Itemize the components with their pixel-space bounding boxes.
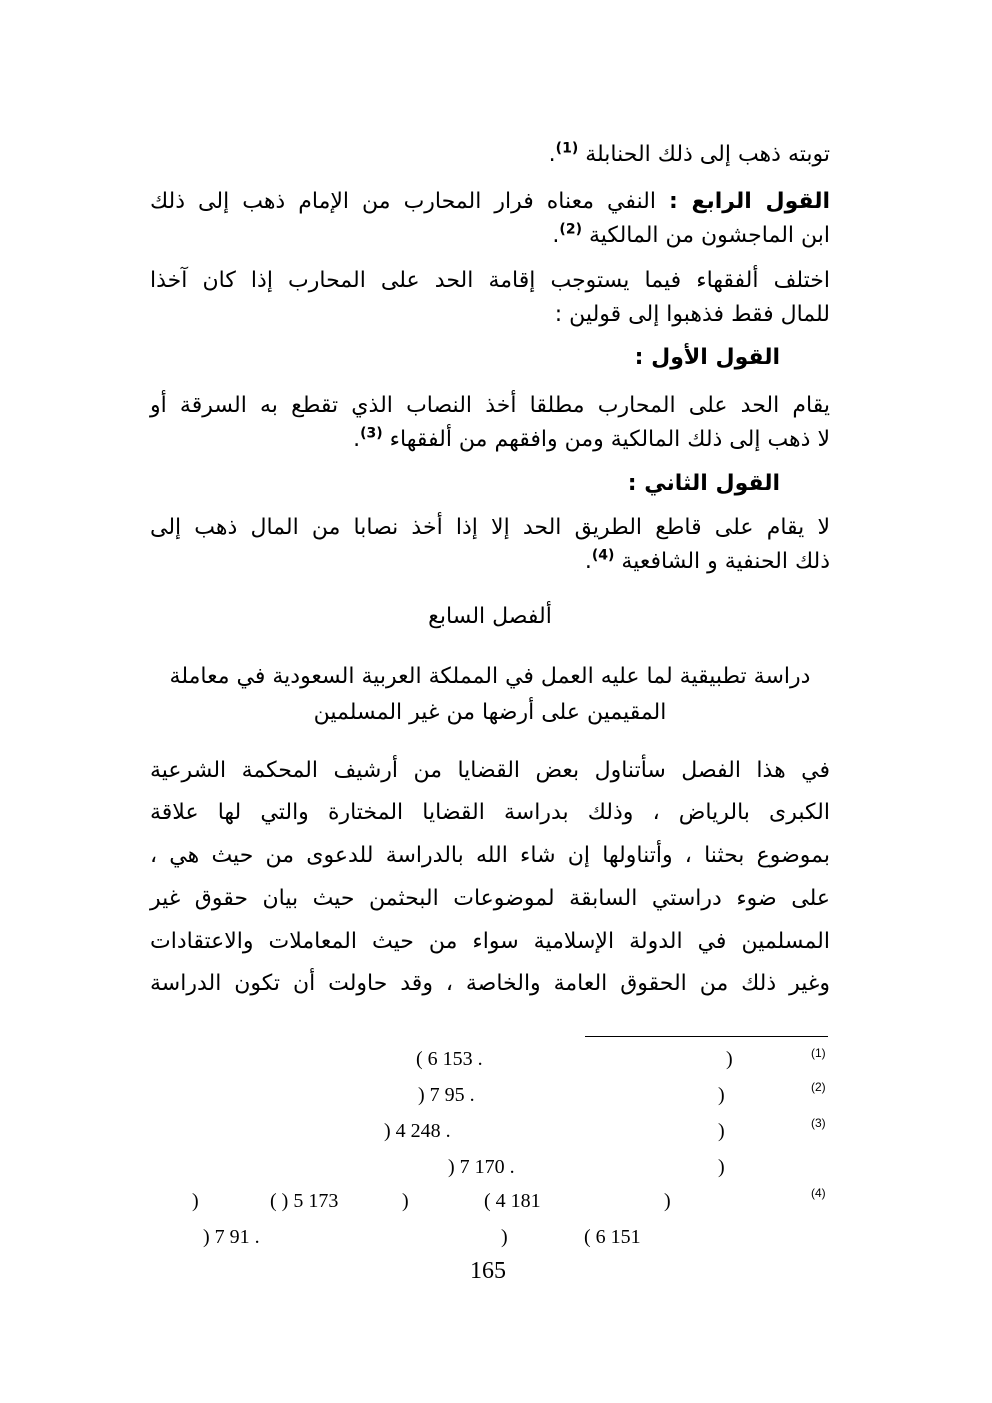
footnote-number: (2) xyxy=(811,1080,826,1094)
text-line xyxy=(555,300,830,330)
footnote-text: ) xyxy=(718,1156,725,1178)
text-line xyxy=(585,547,830,577)
footnote-number: (1) xyxy=(811,1046,826,1060)
footnote-ref: (2) xyxy=(559,221,582,238)
section-heading xyxy=(635,343,780,373)
line-text: النفي معناه فرار المحارب من الإمام ذهب إلى ذلك xyxy=(150,189,669,214)
period: . xyxy=(552,223,560,248)
text-line xyxy=(353,425,830,455)
footnote-text: ) xyxy=(664,1190,671,1212)
paragraph-line: وغير ذلك من الحقوق العامة والخاصة ، وقد حاولت أن تكون الدراسة xyxy=(150,971,830,996)
text-line xyxy=(552,221,830,251)
footnote-text: ( ) 5 173 xyxy=(270,1190,339,1212)
paragraph-line: في هذا الفصل سأتناول بعض القضايا من أرشيف المحكمة الشرعية xyxy=(150,758,830,783)
text-line xyxy=(549,140,830,170)
text-line xyxy=(150,187,830,217)
line-text: لا يقام على قاطع الطريق الحد إلا إذا أخذ نصابا من المال ذهب إلى xyxy=(150,515,830,540)
footnote-text: ) xyxy=(402,1190,409,1212)
footnote-text: ) xyxy=(501,1226,508,1248)
footnote-ref: (1) xyxy=(555,140,579,157)
line-text: للمال فقط فذهبوا إلى قولين : xyxy=(554,302,830,327)
section-heading xyxy=(628,469,780,499)
footnote-text: ) 7 170 . xyxy=(448,1156,515,1178)
chapter-title: ألفصل السابع xyxy=(428,604,552,629)
footnote-text: ) xyxy=(718,1084,725,1106)
section-heading-inline: القول الرابع : xyxy=(669,189,830,214)
footnote-text: ( 4 181 xyxy=(484,1190,541,1212)
line-text: ابن الماجشون من المالكية xyxy=(588,223,830,248)
footnote-separator xyxy=(585,1036,828,1037)
footnote-text: ) 4 248 . xyxy=(384,1120,451,1142)
footnote-ref: (3) xyxy=(360,425,383,442)
paragraph-line: بموضوع بحثنا ، وأتناولها إن شاء الله بالدراسة للدعوى من حيث هي ، xyxy=(150,843,830,868)
footnote-text: ) 7 91 . xyxy=(203,1226,260,1248)
footnote-number: (4) xyxy=(811,1186,826,1200)
line-text: يقام الحد على المحارب مطلقا أخذ النصاب الذي تقطع به السرقة أو xyxy=(150,393,830,418)
page-number: 165 xyxy=(470,1258,506,1284)
heading-text: القول الأول : xyxy=(634,345,780,370)
footnote-ref: (4) xyxy=(591,547,615,564)
chapter-subtitle: دراسة تطبيقية لما عليه العمل في المملكة العربية السعودية في معاملة xyxy=(169,664,811,689)
chapter-subtitle: المقيمين على أرضها من غير المسلمين xyxy=(313,700,667,725)
paragraph-line: المسلمين في الدولة الإسلامية سواء من حيث المعاملات والاعتقادات xyxy=(150,929,830,954)
line-text: اختلف ألفقهاء فيما يستوجب إقامة الحد على المحارب إذا كان آخذا xyxy=(150,268,830,293)
line-text: توبته ذهب إلى ذلك الحنابلة xyxy=(585,142,830,167)
heading-text: القول الثاني : xyxy=(627,471,780,496)
footnote-text: ( 6 151 xyxy=(584,1226,641,1248)
period: . xyxy=(548,142,556,167)
line-text: ذلك الحنفية و الشافعية xyxy=(621,549,830,574)
footnote-text: ) 7 95 . xyxy=(418,1084,475,1106)
footnote-text: ) xyxy=(718,1120,725,1142)
text-line xyxy=(150,391,830,421)
footnote-text: ) xyxy=(192,1190,199,1212)
paragraph-line: الكبرى بالرياض ، وذلك بدراسة القضايا المختارة والتي لها علاقة xyxy=(150,800,830,825)
text-line xyxy=(150,513,830,543)
footnote-number: (3) xyxy=(811,1116,826,1130)
footnote-text: ( 6 153 . xyxy=(416,1048,483,1070)
period: . xyxy=(584,549,592,574)
paragraph-line: على ضوء دراستي السابقة لموضوعات البحثمن حيث بيان حقوق غير xyxy=(150,886,830,911)
footnote-text: ) xyxy=(726,1048,733,1070)
period: . xyxy=(353,427,361,452)
text-line xyxy=(150,266,830,296)
line-text: لا ذهب إلى ذلك المالكية ومن وافقهم من ألفقهاء xyxy=(389,427,830,452)
